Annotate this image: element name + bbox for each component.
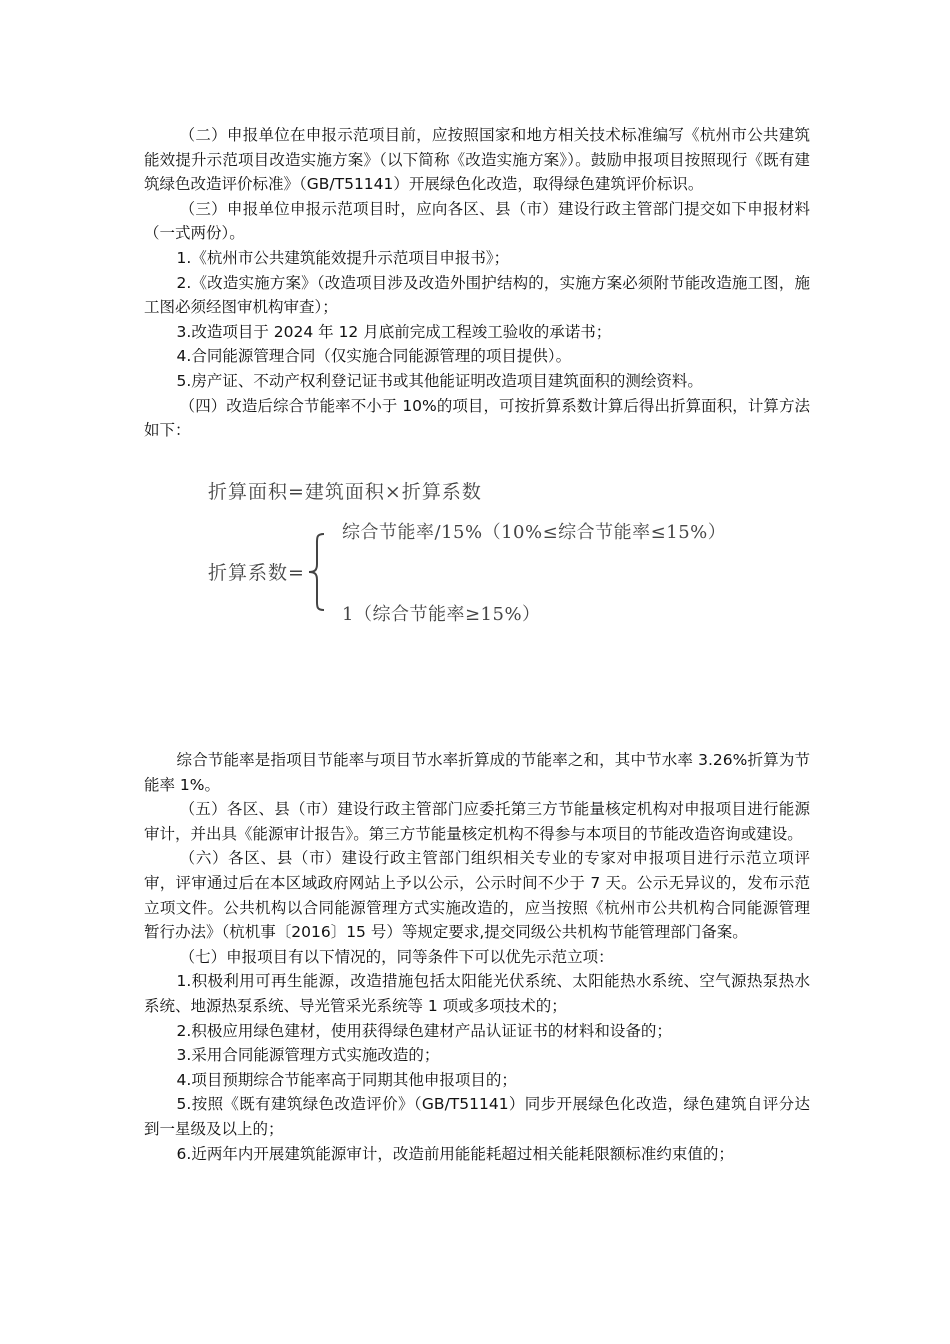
curly-brace-icon	[306, 532, 328, 612]
paragraph: 2.积极应用绿色建材，使用获得绿色建材产品认证证书的材料和设备的；	[176, 1021, 672, 1040]
paragraph: 综合节能率是指项目节能率与项目节水率折算成的节能率之和，其中节水率 3.26%折算为节能率 1%。	[144, 751, 810, 794]
paragraph: （四）改造后综合节能率不小于 10%的项目，可按折算系数计算后得出折算面积，计算方法如下：	[144, 396, 810, 440]
paragraph: 1.《杭州市公共建筑能效提升示范项目申报书》；	[176, 248, 510, 267]
formula-area-definition: 折算面积=建筑面积×折算系数	[208, 481, 482, 503]
paragraph: （七）申报项目有以下情况的，同等条件下可以优先示范立项：	[179, 947, 614, 966]
formula-coefficient-label: 折算系数=	[208, 562, 305, 584]
paragraph: 4.项目预期综合节能率高于同期其他申报项目的；	[176, 1070, 517, 1089]
paragraph: （三）申报单位申报示范项目时，应向各区、县（市）建设行政主管部门提交如下申报材料（一式两份）。	[144, 199, 810, 243]
text-block-bottom	[144, 748, 810, 1166]
paragraph: 5.房产证、不动产权利登记证书或其他能证明改造项目建筑面积的测绘资料。	[176, 371, 703, 390]
formula-case-full: 1（综合节能率≥15%）	[342, 604, 541, 625]
paragraph: 5.按照《既有建筑绿色改造评价》（GB/T51141）同步开展绿色化改造，绿色建筑自评分达到一星级及以上的；	[144, 1095, 810, 1138]
paragraph: 4.合同能源管理合同（仅实施合同能源管理的项目提供）。	[176, 347, 572, 366]
paragraph: 3.采用合同能源管理方式实施改造的；	[176, 1046, 440, 1065]
paragraph: （二）申报单位在申报示范项目前，应按照国家和地方相关技术标准编写《杭州市公共建筑能效提升示范项目改造实施方案》（以下简称《改造实施方案》）。鼓励申报项目按照现行《既有建筑绿色改造评价标准》（GB/T51141）开展绿色化改造，取得绿色建筑评价标识。	[144, 126, 810, 194]
paragraph: （五）各区、县（市）建设行政主管部门应委托第三方节能量核定机构对申报项目进行能源审计，并出具《能源审计报告》。第三方节能量核定机构不得参与本项目的节能改造咨询或建设。	[144, 800, 810, 843]
paragraph: 3.改造项目于 2024 年 12 月底前完成工程竣工验收的承诺书；	[176, 322, 612, 341]
formula-case-partial: 综合节能率/15%（10%≤综合节能率≤15%）	[342, 522, 727, 543]
paragraph: （六）各区、县（市）建设行政主管部门组织相关专业的专家对申报项目进行示范立项评审，评审通过后在本区域政府网站上予以公示，公示时间不少于 7 天。公示无异议的，发布示范立项文件。公共机构以合同能源管理方式实施改造的，应当按照《杭州市公共机构合同能源管理暂行办法》（杭机事〔2016〕15 号）等规定要求,提交同级公共机构节能管理部门备案。	[144, 849, 810, 942]
paragraph: 1.积极利用可再生能源，改造措施包括太阳能光伏系统、太阳能热水系统、空气源热泵热水系统、地源热泵系统、导光管采光系统等 1 项或多项技术的；	[144, 972, 810, 1015]
paragraph: 6.近两年内开展建筑能源审计，改造前用能能耗超过相关能耗限额标准约束值的；	[176, 1144, 734, 1163]
paragraph: 2.《改造实施方案》（改造项目涉及改造外围护结构的，实施方案必须附节能改造施工图，施工图必须经图审机构审查）；	[144, 273, 810, 317]
text-block-top	[144, 123, 810, 443]
